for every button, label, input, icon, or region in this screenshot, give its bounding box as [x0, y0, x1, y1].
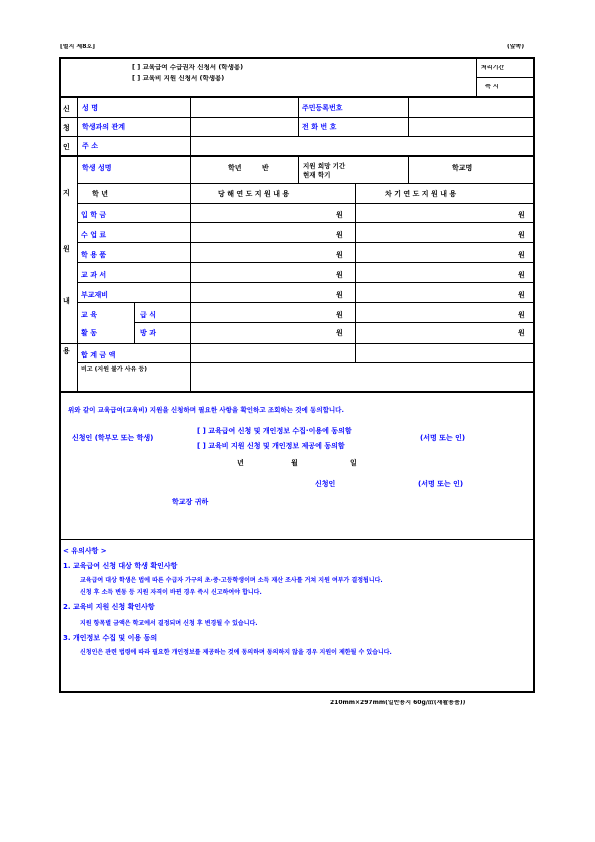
item-value-next-year: 원 — [518, 291, 525, 299]
table-row — [77, 223, 535, 243]
note-1-title: 1. 교육급여 신청 대상 학생 확인사항 — [63, 562, 178, 570]
title-line-2: [ ] 교육비 지원 신청서 (학생용) — [132, 75, 225, 82]
phone-label: 전 화 번 호 — [302, 123, 337, 131]
item-value-this-year: 원 — [336, 251, 343, 259]
section-label-3: 지 — [63, 189, 70, 197]
form-frame — [59, 57, 535, 693]
consent-right-label: (서명 또는 인) — [420, 434, 466, 442]
section-label-5: 내 — [63, 297, 70, 305]
split-value-2a: 원 — [518, 311, 525, 319]
note-2-title: 2. 교육비 지원 신청 확인사항 — [63, 603, 155, 611]
note-1-body-1: 교육급여 대상 학생은 법에 따른 수급자 가구의 초·중·고등학생이며 소득 재산 조사를 거쳐 지원 여부가 결정됩니다. — [80, 577, 383, 584]
section-label-4: 원 — [63, 245, 70, 253]
school-label: 학교명 — [452, 164, 473, 172]
section-label-column — [59, 98, 77, 391]
form-number: [별지 제8호] — [60, 44, 95, 50]
process-period-label: 처리기간 — [481, 65, 505, 71]
item-label: 교 과 서 — [81, 271, 107, 279]
grade-header: 학 년 — [92, 190, 108, 198]
applicant-name-label: 성 명 — [82, 104, 98, 112]
support-period-label: 지원 희망 기간 — [303, 162, 346, 170]
split-value-2b: 원 — [518, 329, 525, 337]
table-row — [77, 243, 535, 263]
item-value-this-year: 원 — [336, 271, 343, 279]
grade-unit-1: 학년 — [228, 164, 242, 172]
title-line-1: [ ] 교육급여 수급권자 신청서 (학생용) — [132, 64, 244, 71]
date-day: 일 — [350, 459, 357, 467]
sign-label: 신청인 — [315, 480, 336, 488]
item-label: 입 학 금 — [81, 211, 107, 219]
item-label: 수 업 료 — [81, 231, 107, 239]
date-month: 월 — [291, 459, 298, 467]
grade-unit-2: 반 — [262, 164, 269, 172]
item-value-this-year: 원 — [336, 231, 343, 239]
address-label: 주 소 — [82, 142, 98, 150]
split-item-part-1: 급 식 — [140, 311, 156, 319]
section-label-2: 인 — [63, 143, 70, 151]
recipient-label: 학교장 귀하 — [172, 498, 209, 506]
item-value-next-year: 원 — [518, 231, 525, 239]
section-label-0: 신 — [63, 105, 70, 113]
note-1-body-2: 신청 후 소득 변동 등 지원 자격이 바뀐 경우 즉시 신고하여야 합니다. — [80, 589, 262, 596]
this-year-header: 당 해 연 도 지 원 내 용 — [218, 190, 290, 198]
page-reference: (앞쪽) — [507, 44, 525, 50]
section-label-6: 용 — [63, 347, 70, 355]
note-3-title: 3. 개인정보 수집 및 이용 동의 — [63, 634, 158, 642]
table-row — [77, 283, 535, 303]
student-name-label: 학생 성명 — [82, 164, 112, 172]
item-value-this-year: 원 — [336, 211, 343, 219]
note-2-body-1: 지원 항목별 금액은 학교에서 결정되며 신청 후 변경될 수 있습니다. — [80, 620, 258, 627]
note-label: 비고 (지원 불가 사유 등) — [81, 366, 148, 373]
resident-number-label: 주민등록번호 — [302, 104, 343, 112]
consent-check-2[interactable]: [ ] 교육비 지원 신청 및 개인정보 제공에 동의함 — [197, 442, 345, 450]
note-3-body-1: 신청인은 관련 법령에 따라 필요한 개인정보를 제공하는 것에 동의하며 동의하지 않을 경우 지원이 제한될 수 있습니다. — [80, 649, 392, 656]
date-year: 년 — [237, 459, 244, 467]
support-items-table — [77, 203, 535, 303]
section-label-1: 청 — [63, 124, 70, 132]
table-row — [77, 203, 535, 223]
item-value-this-year: 원 — [336, 291, 343, 299]
split-value-1b: 원 — [336, 329, 343, 337]
table-row — [77, 263, 535, 283]
item-value-next-year: 원 — [518, 271, 525, 279]
consent-left-label: 신청인 (학부모 또는 학생) — [72, 434, 154, 442]
current-term-label: 현재 학기 — [303, 171, 331, 179]
relation-label: 학생과의 관계 — [82, 123, 126, 131]
next-year-header: 차 기 연 도 지 원 내 용 — [385, 190, 457, 198]
process-period-value: 즉 시 — [485, 84, 499, 90]
item-value-next-year: 원 — [518, 251, 525, 259]
split-item-part-2: 방 과 — [140, 329, 156, 337]
split-item-sub-main: 활 동 — [81, 329, 97, 337]
paper-size-footer: 210mm×297mm(일반용지 60g/㎡(재활용품)) — [330, 700, 466, 706]
total-label: 합 계 금 액 — [81, 351, 116, 359]
notes-heading: < 유의사항 > — [63, 547, 107, 555]
split-item-main: 교 육 — [81, 311, 97, 319]
consent-check-1[interactable]: [ ] 교육급여 신청 및 개인정보 수집·이용에 동의함 — [197, 427, 352, 435]
item-label: 부교재비 — [81, 291, 109, 299]
split-value-1a: 원 — [336, 311, 343, 319]
sign-right-label: (서명 또는 인) — [418, 480, 464, 488]
item-label: 학 용 품 — [81, 251, 107, 259]
declaration-line: 위와 같이 교육급여(교육비) 지원을 신청하며 필요한 사항을 확인하고 조회하는 것에 동의합니다. — [68, 406, 344, 414]
item-value-next-year: 원 — [518, 211, 525, 219]
